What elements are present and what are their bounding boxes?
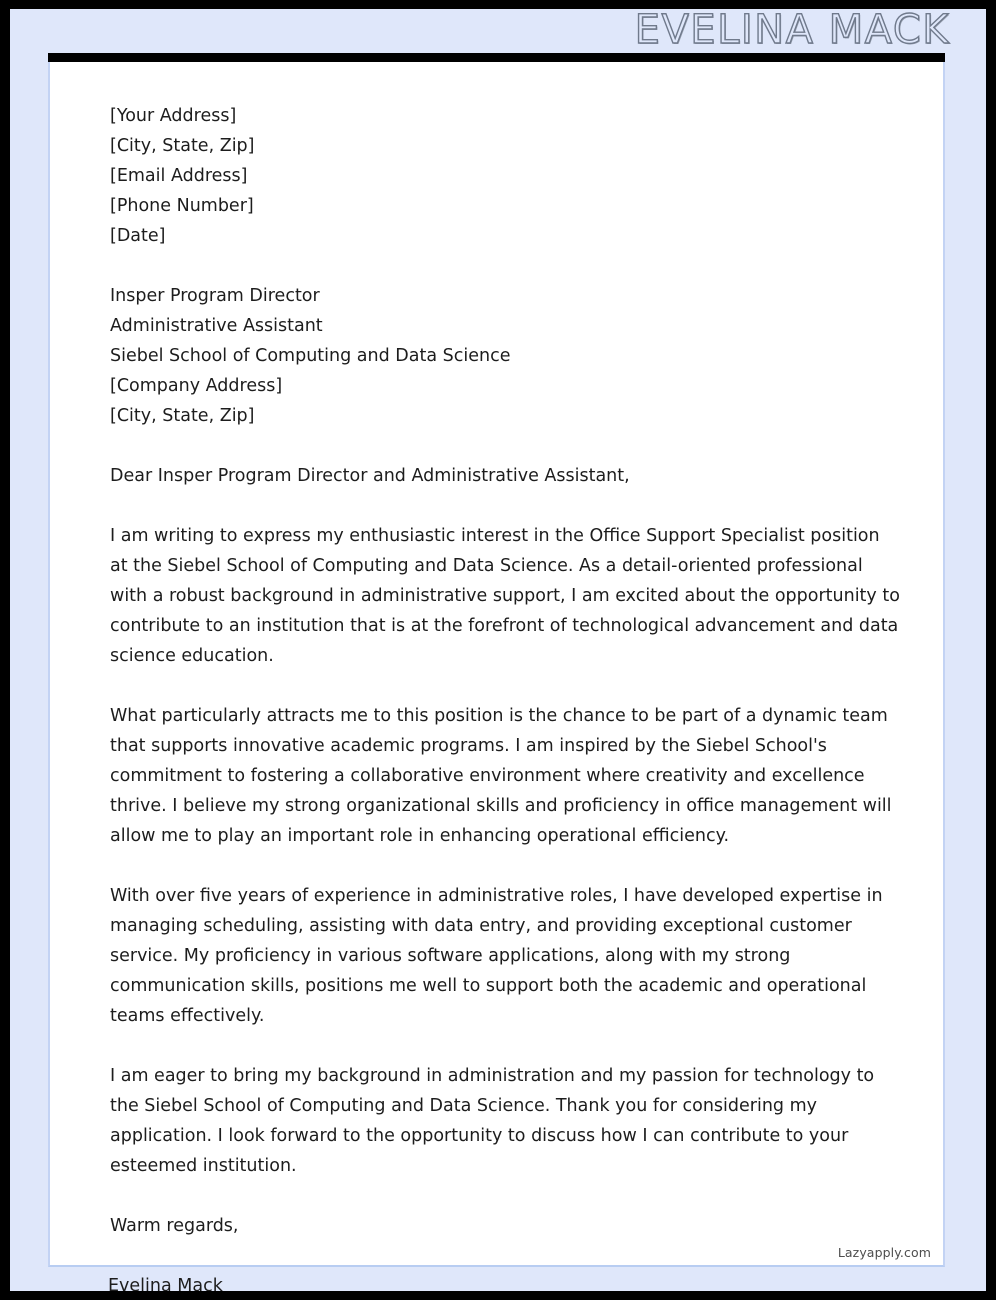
spacer	[110, 671, 900, 701]
recipient-address-line: [City, State, Zip]	[110, 406, 255, 426]
sender-address-line: [Email Address]	[110, 166, 248, 186]
page-title: EVELINA MACK	[634, 9, 950, 53]
recipient-address-line: Siebel School of Computing and Data Science	[110, 346, 511, 366]
letterhead-header	[10, 9, 986, 53]
salutation: Dear Insper Program Director and Administrative Assistant,	[110, 466, 630, 486]
letter-sheet	[48, 62, 945, 1267]
closing-line: Warm regards,	[110, 1216, 239, 1236]
recipient-address-line: Administrative Assistant	[110, 316, 323, 336]
body-paragraph: I am eager to bring my background in administration and my passion for technology to the Siebel School of Computing and Data Science. Thank you for considering my application. I look forward to the opportunity to discuss how I can contribute to your esteemed institution.	[110, 1066, 875, 1176]
spacer	[110, 491, 900, 521]
body-paragraph: With over five years of experience in administrative roles, I have developed expertise in managing scheduling, assisting with data entry, and providing exceptional customer service. My proficiency in various software applications, along with my strong communication skills, positions me well to support both the academic and operational teams effectively.	[110, 886, 883, 1026]
recipient-address-line: Insper Program Director	[110, 286, 320, 306]
spacer	[110, 431, 900, 461]
lazyapply-watermark: Lazyapply.com	[837, 1245, 931, 1260]
body-paragraph: I am writing to express my enthusiastic interest in the Office Support Specialist position at the Siebel School of Computing and Data Science. As a detail-oriented professional with a robust background in administrative support, I am excited about the opportunity to contribute to an institution that is at the forefront of technological advancement and data science education.	[110, 526, 900, 666]
signature-name: Evelina Mack	[108, 1276, 223, 1291]
page-canvas	[10, 9, 986, 1291]
spacer	[110, 251, 900, 281]
sender-address-block	[110, 101, 900, 251]
sender-address-line: [City, State, Zip]	[110, 136, 255, 156]
recipient-address-block	[110, 281, 900, 431]
recipient-address-line: [Company Address]	[110, 376, 283, 396]
header-divider-rule	[48, 53, 945, 62]
spacer	[110, 851, 900, 881]
sender-address-line: [Phone Number]	[110, 196, 254, 216]
spacer	[110, 1181, 900, 1211]
letter-content	[110, 101, 900, 1241]
spacer	[110, 1031, 900, 1061]
sender-address-line: [Date]	[110, 226, 166, 246]
body-paragraph: What particularly attracts me to this position is the chance to be part of a dynamic team that supports innovative academic programs. I am inspired by the Siebel School's commitment to fostering a collaborative environment where creativity and excellence thrive. I believe my strong organizational skills and proficiency in office management will allow me to play an important role in enhancing operational efficiency.	[110, 706, 892, 846]
sender-address-line: [Your Address]	[110, 106, 237, 126]
